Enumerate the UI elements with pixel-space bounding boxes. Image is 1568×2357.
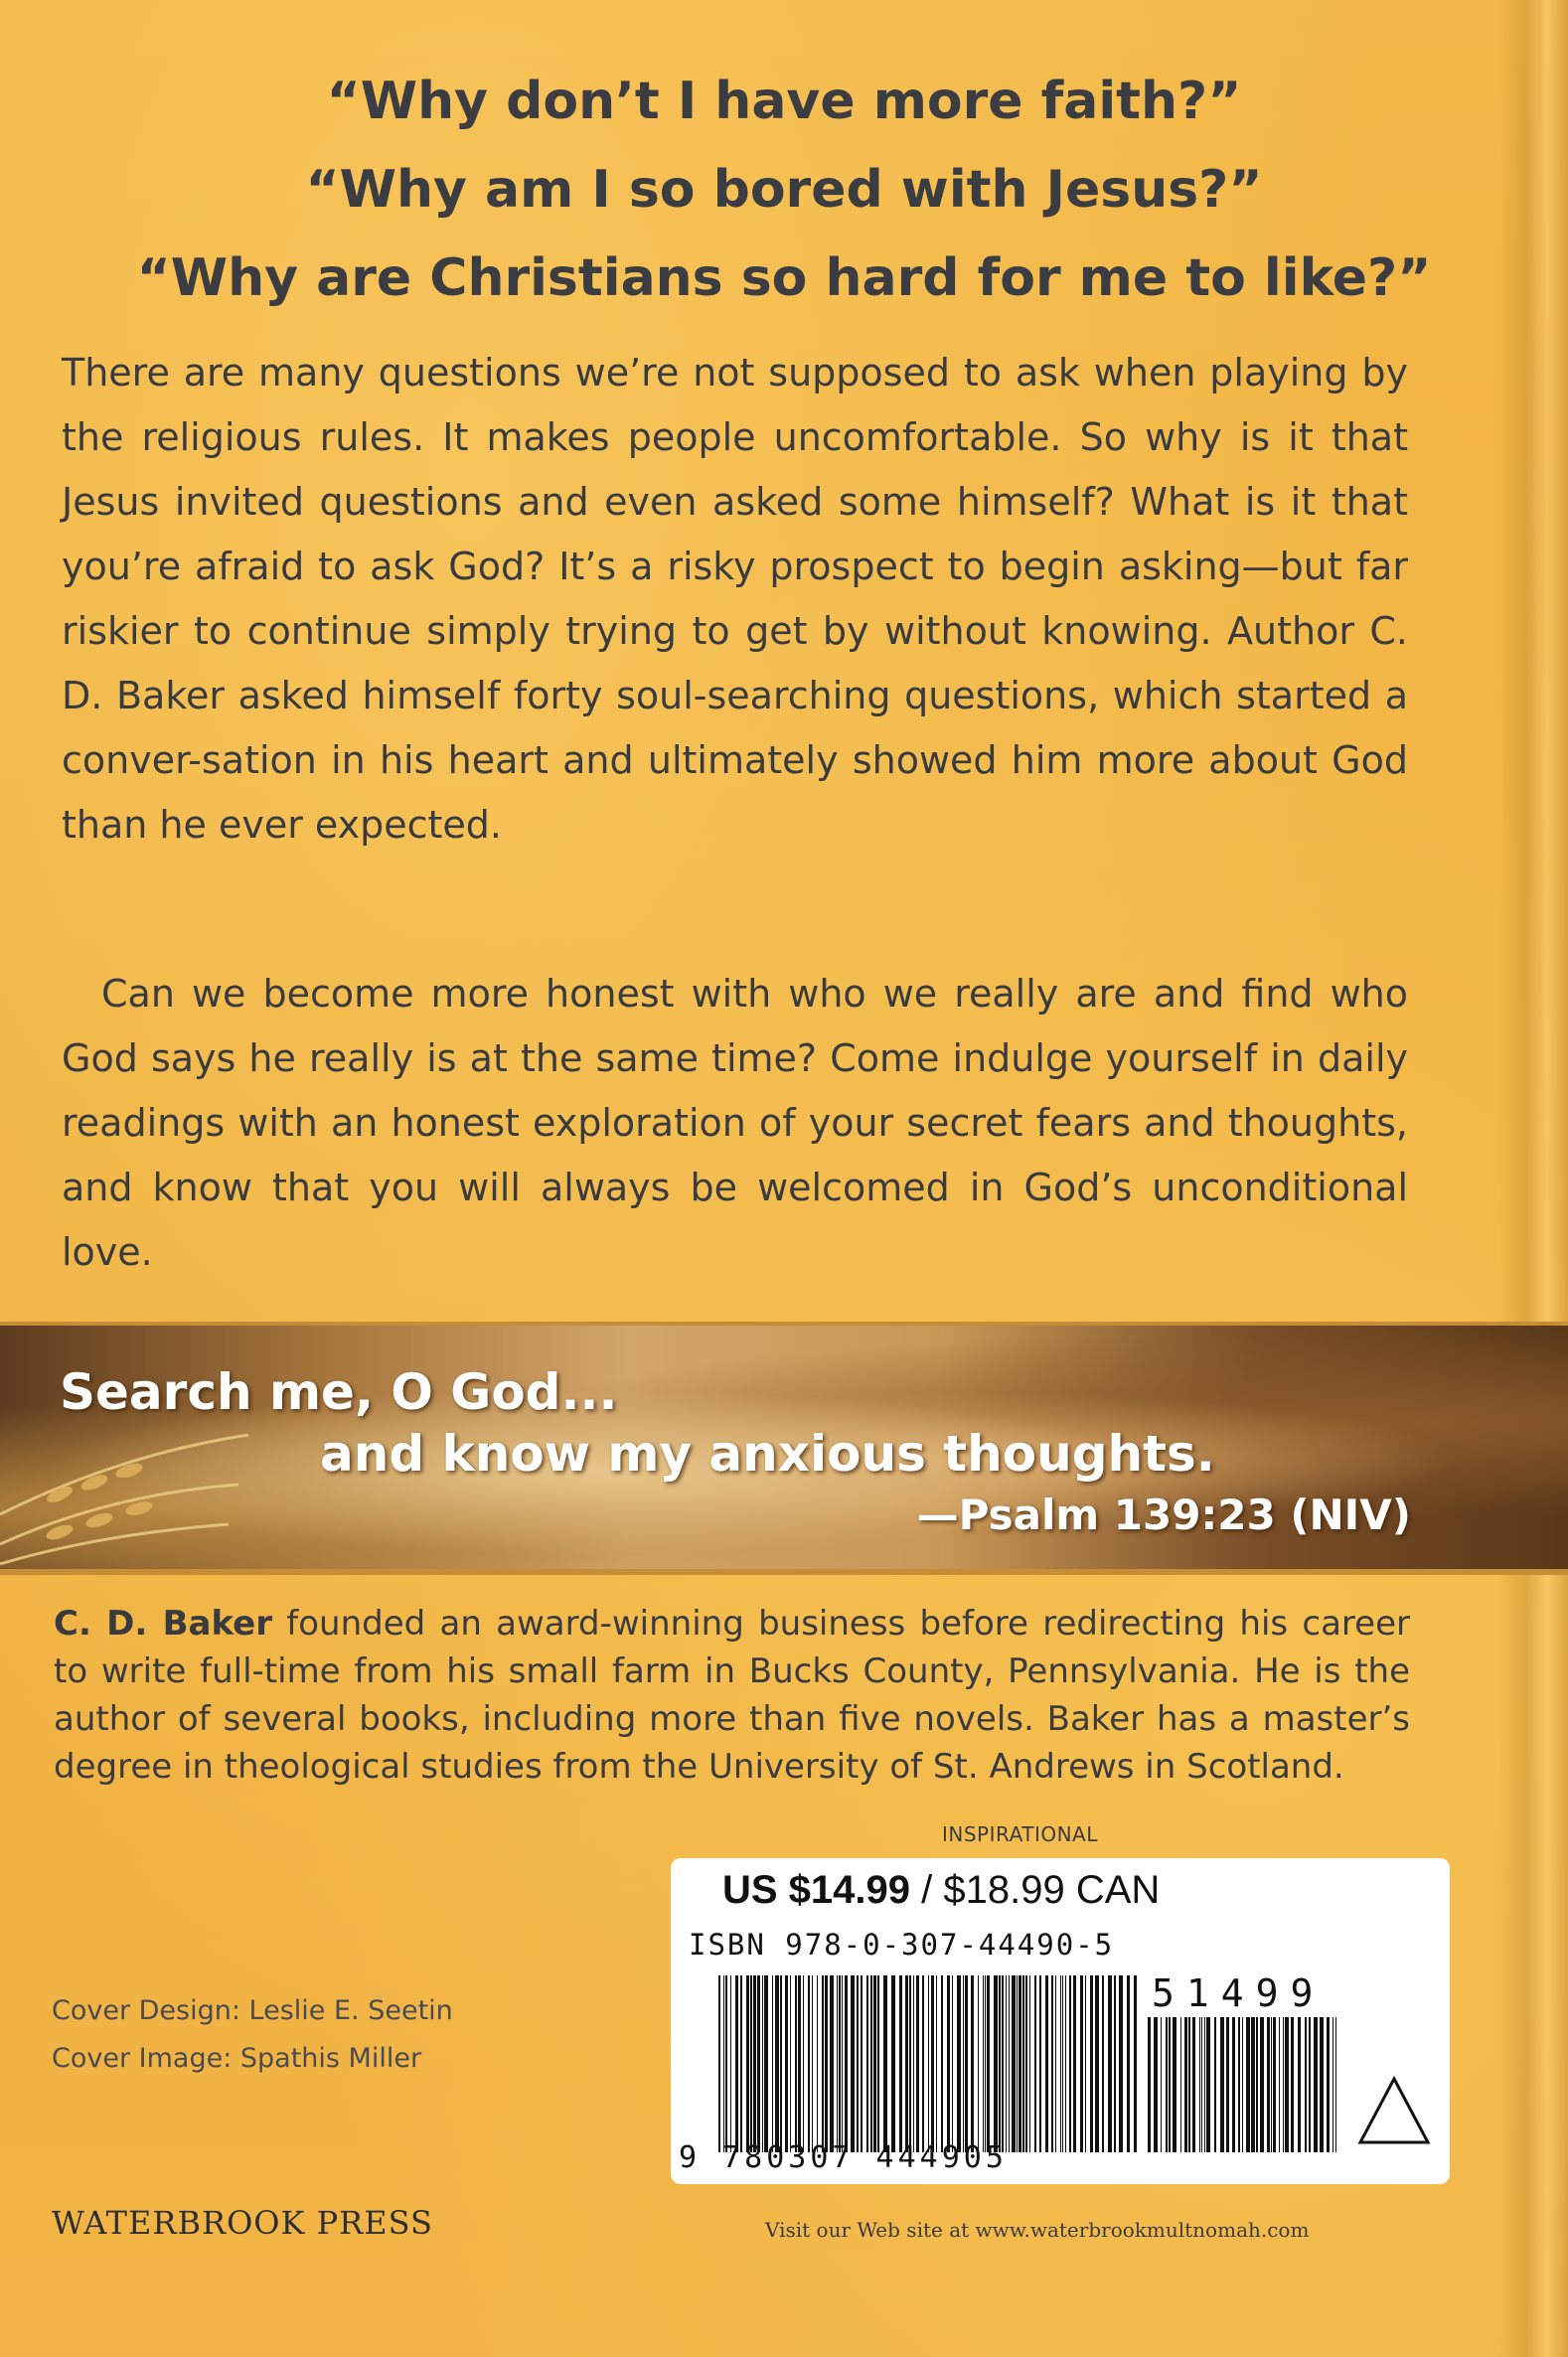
barcode-bar	[870, 1975, 872, 2152]
barcode-bar	[922, 1975, 924, 2152]
cover-design-credit: Cover Design: Leslie E. Seetin	[52, 1995, 453, 2026]
barcode-bar	[947, 1975, 950, 2152]
price-can: $18.99 CAN	[943, 1868, 1161, 1912]
description-paragraph-1: There are many questions we’re not supposed to ask when playing by the religious rules. It makes people uncomfortable. So why is it that Jesus invited questions and even asked some himself? What is it that you’re afraid to ask God? It’s a risky prospect to begin asking—but far riskier to continue simply trying to get by without knowing. Author C. D. Baker asked himself forty soul-searching questions, which started a conver-sation in his heart and ultimately showed him more about God than he ever expected.	[62, 351, 1408, 847]
barcode-bar	[857, 1975, 859, 2152]
barcode-bar	[1009, 1975, 1010, 2152]
verse-line-2: and know my anxious thoughts.	[320, 1425, 1215, 1483]
barcode-bar	[1055, 1975, 1056, 2152]
barcode-bar	[1246, 2017, 1250, 2152]
isbn-number: ISBN 978-0-307-44490-5	[689, 1928, 1115, 1962]
website-url: Visit our Web site at www.waterbrookmultnomah.com	[765, 2218, 1310, 2242]
barcode-bar	[1279, 2017, 1280, 2152]
verse-line-1: Search me, O God...	[60, 1363, 618, 1421]
barcode-bar	[1154, 2017, 1158, 2152]
barcode-bar	[978, 1975, 979, 2152]
barcode-bar	[1220, 2017, 1224, 2152]
barcode-bar	[899, 1975, 902, 2152]
barcode-bar	[1314, 2017, 1318, 2152]
barcode-sticker	[671, 1858, 1450, 2184]
barcode-bar	[1025, 1975, 1027, 2152]
spine-edge	[1498, 0, 1568, 2357]
question-3: “Why are Christians so hard for me to like?”	[136, 248, 1432, 308]
barcode-bar	[1069, 1975, 1071, 2152]
price-line	[722, 1868, 1160, 1913]
barcode-bar	[971, 1975, 974, 2152]
barcode-bar	[730, 1975, 731, 2152]
barcode-bar	[891, 1975, 895, 2152]
barcode-bar	[952, 1975, 953, 2152]
barcode-bar	[1305, 2017, 1307, 2152]
barcode-bar	[740, 1975, 742, 2152]
barcode-bar	[1256, 2017, 1258, 2152]
barcode-bar	[1034, 1975, 1036, 2152]
barcode-bar	[1199, 2017, 1200, 2152]
barcode-bar	[1283, 2017, 1284, 2152]
barcode-bar	[1226, 2017, 1229, 2152]
barcode-bar	[845, 1975, 848, 2152]
author-bio-text: founded an award-winning business before redirecting his career to write full-time from his small farm in Bucks County, Pennsylvania. He is the author of several books, including more than five novels. Baker has a master’s degree in theological studies from the University of St. Andrews in Scotland.	[54, 1604, 1410, 1787]
barcode-bar	[1238, 2017, 1240, 2152]
author-bio	[54, 1600, 1410, 1791]
barcode-bar	[987, 1975, 990, 2152]
barcode-bar	[1080, 1975, 1083, 2152]
price-us: US $14.99	[722, 1868, 911, 1912]
barcode-bar	[1073, 1975, 1076, 2152]
barcode-bar	[1029, 1975, 1030, 2152]
barcode-bar	[723, 1975, 724, 2152]
barcode-bar	[1251, 2017, 1255, 2152]
barcode-bar	[1273, 2017, 1276, 2152]
barcode-bar	[790, 1975, 791, 2152]
barcode-bar	[1204, 2017, 1205, 2152]
barcode-bar	[1060, 1975, 1061, 2152]
barcode-bar	[1309, 2017, 1311, 2152]
barcode-bar	[1188, 2017, 1190, 2152]
barcode-bar	[861, 1975, 862, 2152]
price-separator: /	[910, 1868, 944, 1912]
barcode-bar	[1335, 2017, 1336, 2152]
barcode-bar	[798, 1975, 801, 2152]
barcode-bar	[746, 1975, 749, 2152]
barcode-bar	[1085, 1975, 1086, 2152]
question-2: “Why am I so bored with Jesus?”	[305, 160, 1263, 220]
barcode-bar	[985, 1975, 986, 2152]
cover-image-credit: Cover Image: Spathis Miller	[52, 2043, 422, 2074]
barcode-bar	[753, 1975, 756, 2152]
bread-photo-band	[0, 1322, 1568, 1575]
barcode-bar	[999, 1975, 1001, 2152]
barcode-bar	[1019, 1975, 1021, 2152]
barcode-bar	[957, 1975, 961, 2152]
barcode-bar	[825, 1975, 828, 2152]
barcode-bar	[1291, 2017, 1294, 2152]
barcode-bar	[803, 1975, 804, 2152]
barcode-bar	[851, 1975, 855, 2152]
barcode-bar	[873, 1975, 876, 2152]
barcode-bar	[1180, 2017, 1181, 2152]
barcode-bar	[1045, 1975, 1048, 2152]
barcode-bar	[936, 1975, 937, 2152]
barcode-bar	[1260, 2017, 1264, 2152]
barcode-bar	[1327, 2017, 1330, 2152]
cover-credits	[52, 1987, 453, 2083]
barcode-bar	[1002, 1975, 1004, 2152]
barcode-bar	[1119, 1975, 1123, 2152]
barcode-bar	[735, 1975, 738, 2152]
barcode-bar	[928, 1975, 929, 2152]
barcode-bar	[1173, 2017, 1176, 2152]
barcode-bar	[1320, 2017, 1324, 2152]
barcode-bar	[1127, 1975, 1130, 2152]
barcode-bar	[1114, 1975, 1116, 2152]
barcode-bar	[757, 1975, 760, 2152]
barcode-bar	[775, 1975, 779, 2152]
barcode-bar	[822, 1975, 824, 2152]
barcode-bar	[905, 1975, 908, 2152]
barcode-digits: 9 780307 444905	[679, 2140, 1008, 2175]
barcode-bar	[762, 1975, 763, 2152]
barcode-bar	[1148, 2017, 1151, 2152]
barcode-bar	[808, 1975, 810, 2152]
barcode-bar	[1108, 1975, 1112, 2152]
barcode-bar	[909, 1975, 911, 2152]
barcode-bar	[1201, 2017, 1202, 2152]
barcode-bar	[963, 1975, 964, 2152]
barcode-bar	[785, 1975, 788, 2152]
barcode-bar	[839, 1975, 841, 2152]
barcode-bar	[1232, 2017, 1235, 2152]
barcode-bar	[877, 1975, 879, 2152]
wheat-image	[0, 1395, 258, 1574]
barcode-bar	[1065, 1975, 1066, 2152]
barcode-bar	[983, 1975, 984, 2152]
barcode-bar	[1242, 2017, 1243, 2152]
barcode-bar	[913, 1975, 914, 2152]
barcode-bar	[780, 1975, 782, 2152]
barcode-bar	[1192, 2017, 1195, 2152]
category-label: INSPIRATIONAL	[942, 1822, 1098, 1846]
barcode-bar	[817, 1975, 818, 2152]
barcode-bar	[795, 1975, 797, 2152]
barcode-bar	[725, 1975, 727, 2152]
barcode-bar	[718, 1975, 720, 2152]
question-headlines	[0, 58, 1568, 323]
barcode-bar	[1012, 1975, 1016, 2152]
barcode-bar	[1090, 1975, 1093, 2152]
barcode-bar	[830, 1975, 834, 2152]
barcode-bar	[1051, 1975, 1053, 2152]
barcode-bar	[1267, 2017, 1270, 2152]
barcode-bar	[866, 1975, 868, 2152]
question-1: “Why don’t I have more faith?”	[326, 72, 1242, 131]
barcode-bar	[1161, 2017, 1162, 2152]
barcode-supplement-number: 51499	[1152, 1971, 1326, 2015]
barcode-bar	[1206, 2017, 1210, 2152]
barcode-bar	[1022, 1975, 1024, 2152]
barcode-bar	[750, 1975, 752, 2152]
author-name: C. D. Baker	[54, 1604, 272, 1644]
barcode-bar	[812, 1975, 813, 2152]
barcode-bar	[1039, 1975, 1041, 2152]
barcode-bar	[916, 1975, 919, 2152]
barcode-bar	[1017, 1975, 1018, 2152]
description-paragraph-2: Can we become more honest with who we really are and find who God says he really is at the same time? Come indulge yourself in daily readings with an honest exploration of your secret fears and thoughts, and know that you will always be welcomed in God’s unconditional love.	[62, 972, 1408, 1274]
barcode-bar	[883, 1975, 887, 2152]
barcode-bar	[1095, 1975, 1099, 2152]
barcode-bar	[1298, 2017, 1301, 2152]
barcode-bar	[1102, 1975, 1104, 2152]
barcode-bar	[965, 1975, 968, 2152]
triangle-icon	[1356, 2073, 1432, 2148]
barcode-supplement	[1148, 2017, 1336, 2152]
barcode-bar	[941, 1975, 943, 2152]
barcode-bar	[1134, 1975, 1137, 2152]
barcode-bar	[1166, 2017, 1168, 2152]
barcode-bar	[842, 1975, 843, 2152]
publisher-logo: WATERBROOK PRESS	[52, 2204, 433, 2242]
barcode-bar	[1184, 2017, 1187, 2152]
verse-reference: —Psalm 139:23 (NIV)	[916, 1491, 1411, 1539]
barcode-bar	[1214, 2017, 1216, 2152]
barcode-bar	[764, 1975, 768, 2152]
barcode-bar	[772, 1975, 773, 2152]
barcode-bar	[1062, 1975, 1063, 2152]
barcode-bar	[1006, 1975, 1007, 2152]
barcode-bar	[931, 1975, 934, 2152]
barcode-bar	[1169, 2017, 1171, 2152]
barcode-main	[718, 1975, 1140, 2152]
barcode-bar	[1271, 2017, 1272, 2152]
barcode-bar	[994, 1975, 998, 2152]
barcode-bar	[1285, 2017, 1289, 2152]
barcode-bar	[837, 1975, 838, 2152]
